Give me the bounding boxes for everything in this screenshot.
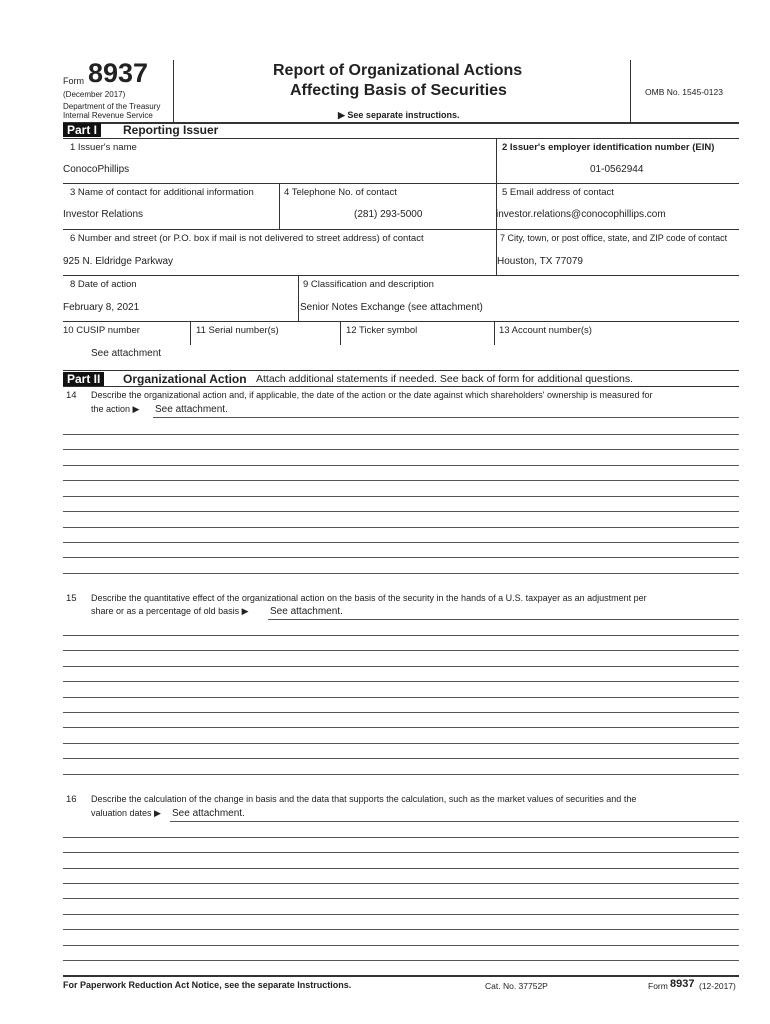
q14-text-line2: the action ▶ — [91, 404, 140, 414]
q14-answer[interactable]: See attachment. — [155, 404, 228, 415]
paperwork-notice: For Paperwork Reduction Act Notice, see the separate Instructions. — [63, 980, 352, 990]
contact-city[interactable]: Houston, TX 77079 — [497, 256, 583, 267]
form-word: Form — [63, 76, 84, 86]
field7-label: 7 City, town, or post office, state, and ZIP code of contact — [500, 233, 728, 243]
q14-number: 14 — [66, 390, 77, 401]
cusip-number[interactable]: See attachment — [91, 348, 162, 359]
part2-subtitle: Attach additional statements if needed. See back of form for additional questions. — [256, 373, 634, 385]
issuer-name[interactable]: ConocoPhillips — [63, 164, 130, 175]
q15-number: 15 — [66, 593, 77, 604]
footer-revision: (12-2017) — [699, 981, 736, 991]
contact-name[interactable]: Investor Relations — [63, 209, 144, 220]
part1-title: Reporting Issuer — [123, 123, 219, 137]
q16-text-line2: valuation dates ▶ — [91, 808, 161, 818]
q16-answer[interactable]: See attachment. — [172, 808, 245, 819]
field1-label: 1 Issuer's name — [70, 142, 137, 153]
field10-label: 10 CUSIP number — [63, 325, 140, 336]
footer-form-word: Form — [648, 981, 668, 991]
form-title-line1: Report of Organizational Actions — [273, 62, 523, 79]
contact-street[interactable]: 925 N. Eldridge Parkway — [63, 256, 174, 267]
field11-label: 11 Serial number(s) — [196, 325, 279, 336]
see-instructions: ▶ See separate instructions. — [338, 110, 460, 120]
field9-label: 9 Classification and description — [303, 279, 434, 290]
field8-label: 8 Date of action — [70, 279, 137, 290]
catalog-number: Cat. No. 37752P — [485, 981, 548, 991]
part2-title: Organizational Action — [123, 372, 247, 386]
contact-email[interactable]: investor.relations@conocophillips.com — [496, 209, 666, 220]
field4-label: 4 Telephone No. of contact — [284, 187, 397, 198]
footer-form-number: 8937 — [670, 978, 695, 990]
agency-line: Internal Revenue Service — [63, 111, 153, 120]
q15-answer[interactable]: See attachment. — [270, 606, 343, 617]
field6-label: 6 Number and street (or P.O. box if mail is not delivered to street address) of contact — [70, 233, 424, 244]
department-line: Department of the Treasury — [63, 102, 161, 111]
field13-label: 13 Account number(s) — [499, 325, 592, 336]
form-number: 8937 — [88, 58, 149, 88]
form-revision: (December 2017) — [63, 90, 126, 99]
field3-label: 3 Name of contact for additional information — [70, 187, 254, 198]
field5-label: 5 Email address of contact — [502, 187, 614, 198]
issuer-ein[interactable]: 01-0562944 — [590, 164, 644, 175]
q16-number: 16 — [66, 794, 77, 805]
classification-description[interactable]: Senior Notes Exchange (see attachment) — [300, 302, 483, 313]
q15-text-line1: Describe the quantitative effect of the organizational action on the basis of the security in the hands of a U.S. taxpayer as an adjustment per — [91, 593, 647, 603]
part2-label: Part II — [63, 372, 104, 386]
action-date[interactable]: February 8, 2021 — [63, 302, 140, 313]
q15-text-line2: share or as a percentage of old basis ▶ — [91, 606, 249, 616]
part1-label: Part I — [63, 123, 101, 137]
field12-label: 12 Ticker symbol — [346, 325, 418, 336]
omb-number: OMB No. 1545-0123 — [645, 87, 723, 97]
q14-text-line1: Describe the organizational action and, if applicable, the date of the action or the date against which shareholders' ownership is measured for — [91, 390, 653, 400]
q16-text-line1: Describe the calculation of the change in basis and the data that supports the calculation, such as the market values of securities and the — [91, 794, 637, 804]
form-title-line2: Affecting Basis of Securities — [290, 82, 507, 99]
contact-phone[interactable]: (281) 293-5000 — [354, 209, 423, 220]
field2-label: 2 Issuer's employer identification number (EIN) — [502, 142, 715, 153]
